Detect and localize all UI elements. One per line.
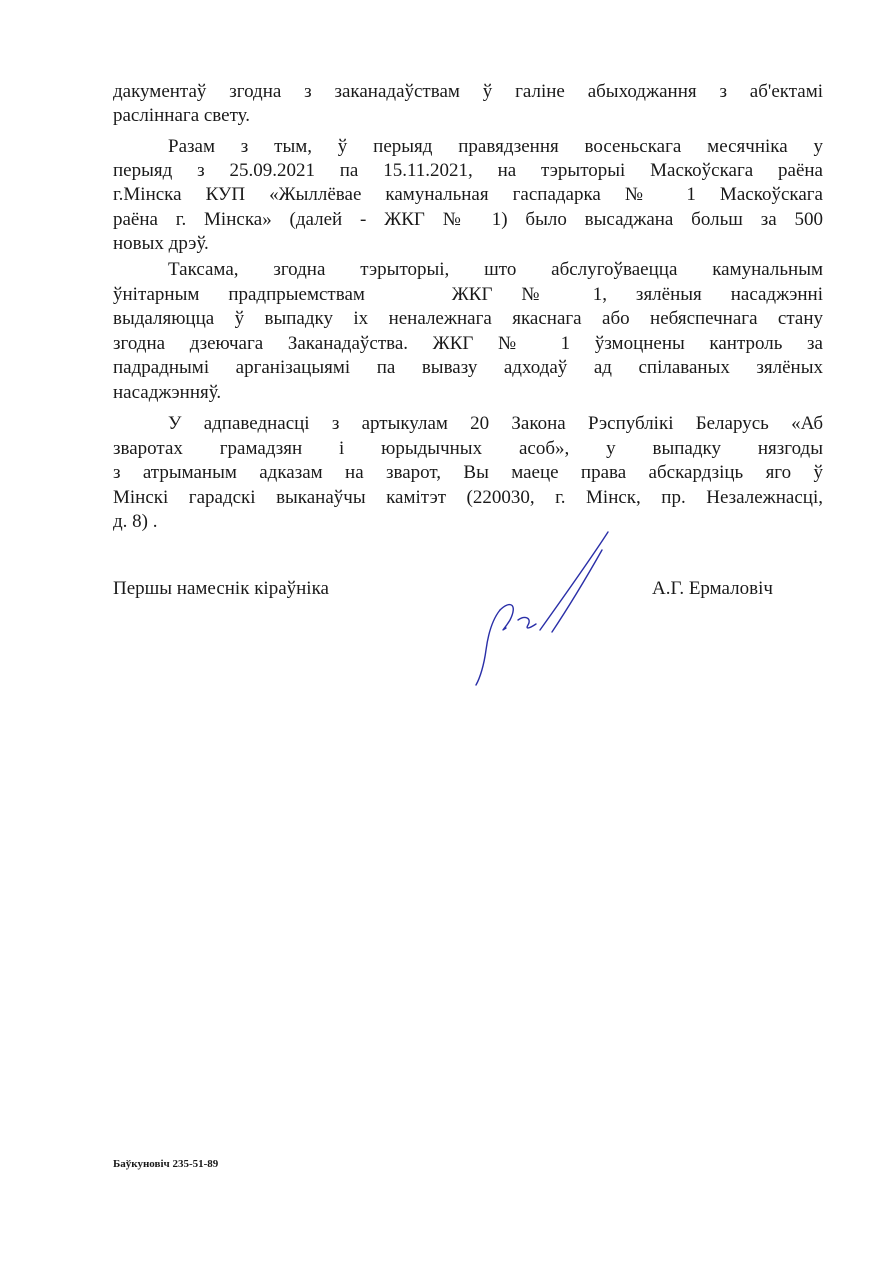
- text-line: г.Мінска КУП «Жыллёвае камунальная гаспадарка № 1 Маскоўскага: [113, 184, 823, 205]
- text-line: д. 8) .: [113, 511, 158, 532]
- handwritten-signature-icon: [470, 520, 640, 700]
- text-line: зваротах грамадзян і юрыдычных асоб», у выпадку нязгоды: [113, 438, 823, 459]
- text-line: У адпаведнасці з артыкулам 20 Закона Рэспублікі Беларусь «Аб: [168, 413, 823, 434]
- signatory-position: Першы намеснік кіраўніка: [113, 578, 329, 599]
- text-line: згодна дзеючага Заканадаўства. ЖКГ № 1 ўзмоцнены кантроль за: [113, 333, 823, 354]
- text-line: перыяд з 25.09.2021 па 15.11.2021, на тэрыторыі Маскоўскага раёна: [113, 160, 823, 181]
- text-line: новых дрэў.: [113, 233, 209, 254]
- signatory-name: А.Г. Ермаловіч: [652, 578, 773, 599]
- text-line: Мінскі гарадскі выканаўчы камітэт (220030, г. Мінск, пр. Незалежнасці,: [113, 487, 823, 508]
- text-line: раёна г. Мінска» (далей - ЖКГ № 1) было высаджана больш за 500: [113, 209, 823, 230]
- text-line: насаджэнняў.: [113, 382, 222, 403]
- text-line: выдаляюцца ў выпадку іх неналежнага якаснага або небяспечнага стану: [113, 308, 823, 329]
- text-line: дакументаў згодна з заканадаўствам ў галіне абыходжання з аб'ектамі: [113, 81, 823, 102]
- text-line: Разам з тым, ў перыяд правядзення восеньскага месячніка у: [168, 136, 823, 157]
- footer-contact: Баўкуновіч 235-51-89: [113, 1158, 219, 1170]
- text-line: раслiннага свету.: [113, 105, 250, 126]
- text-line: ўнітарным прадпрыемствам ЖКГ № 1, зялёныя насаджэнні: [113, 284, 823, 305]
- text-line: Таксама, згодна тэрыторыі, што абслугоўваецца камунальным: [168, 259, 823, 280]
- text-line: з атрыманым адказам на зварот, Вы маеце права абскардзіць яго ў: [113, 462, 823, 483]
- text-line: падраднымі арганізацыямі па вывазу адходаў ад спілаваных зялёных: [113, 357, 823, 378]
